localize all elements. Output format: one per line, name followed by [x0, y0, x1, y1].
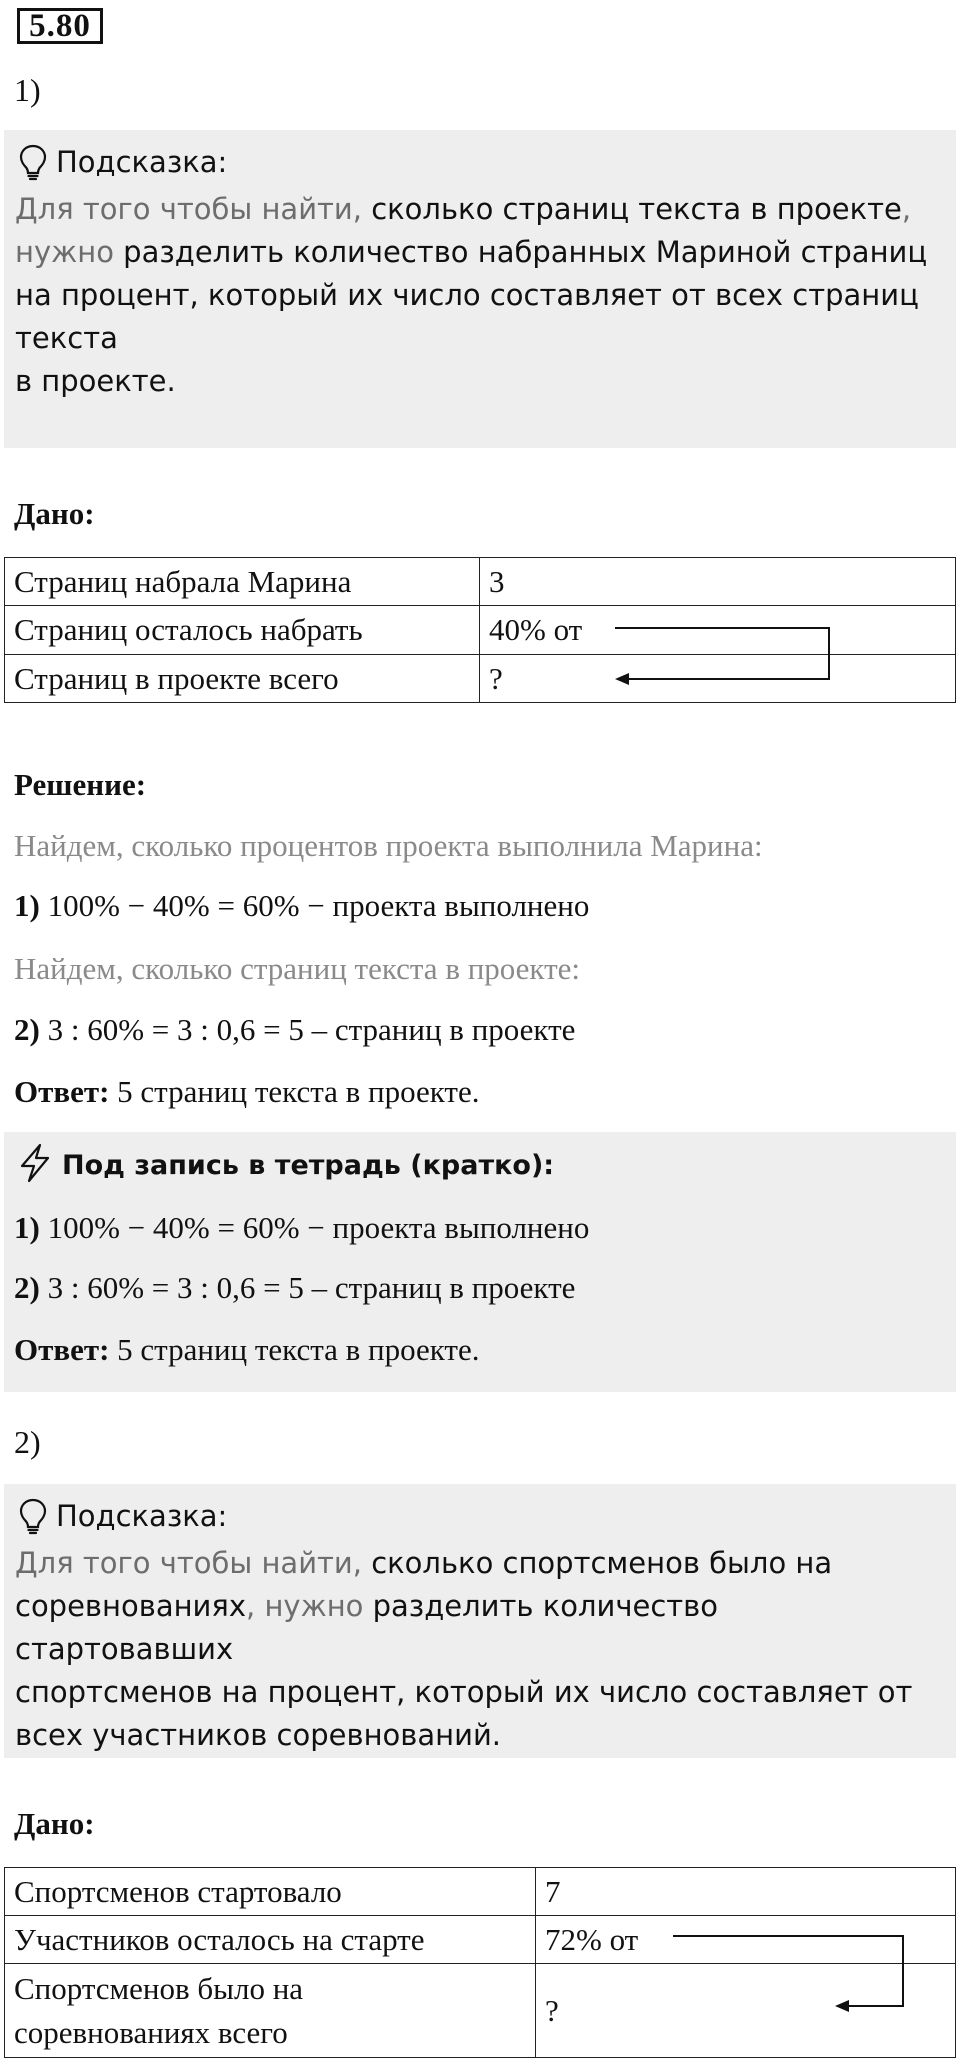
- lightning-icon: [18, 1143, 52, 1188]
- reference-arrow-icon: [665, 1928, 910, 2013]
- given-value: 72% от: [536, 1916, 956, 1964]
- solution-answer: Ответ: 5 страниц текста в проекте.: [14, 1074, 480, 1109]
- given-value: 3: [480, 558, 956, 606]
- solution-heading: Решение:: [14, 767, 147, 802]
- hint-header: [18, 142, 227, 182]
- given-value: 7: [536, 1868, 956, 1916]
- given-label: Участников осталось на старте: [5, 1916, 536, 1964]
- hint-box-part-2: [4, 1484, 956, 1758]
- task-number: 5.80: [17, 8, 103, 44]
- given-value: ?: [480, 655, 956, 703]
- hint-title: Подсказка:: [56, 1499, 228, 1533]
- short-note-box: [4, 1132, 956, 1392]
- short-step-2: 2) 3 : 60% = 3 : 0,6 = 5 – страниц в проекте: [14, 1270, 576, 1305]
- part-2-label: 2): [14, 1424, 41, 1460]
- hint-box-part-1: [4, 130, 956, 448]
- given-label: Спортсменов стартовало: [5, 1868, 536, 1916]
- given-label: Страниц осталось набрать: [5, 606, 480, 655]
- given-heading-part-1: Дано:: [14, 496, 95, 531]
- given-label: Спортсменов было на соревнованиях всего: [5, 1964, 536, 2058]
- short-note-header: [18, 1144, 554, 1186]
- given-label: Страниц в проекте всего: [5, 655, 480, 703]
- short-answer: Ответ: 5 страниц текста в проекте.: [14, 1332, 480, 1367]
- lightbulb-icon: [18, 1497, 48, 1535]
- hint-title: Подсказка:: [56, 145, 228, 179]
- hint-text: Для того чтобы найти, сколько спортсменов было на соревнованиях, нужно разделить количество стартовавших спортсменов на процент, который их число составляет от всех участников соревнований.: [15, 1546, 913, 1752]
- solution-step-2: 2) 3 : 60% = 3 : 0,6 = 5 – страниц в проекте: [14, 1012, 576, 1047]
- hint-header: [18, 1496, 227, 1536]
- hint-text: Для того чтобы найти, сколько страниц текста в проекте, нужно разделить количество набранных Мариной страниц на процент, который их число составляет от всех страниц текста в проекте.: [15, 192, 928, 398]
- part-1-label: 1): [14, 72, 41, 108]
- table-row: [5, 558, 956, 606]
- lightbulb-icon: [18, 143, 48, 181]
- solution-note-1: Найдем, сколько процентов проекта выполнила Марина:: [14, 828, 763, 863]
- given-value: ?: [536, 1964, 956, 2058]
- given-heading-part-2: Дано:: [14, 1806, 95, 1841]
- given-value: 40% от: [480, 606, 956, 655]
- short-note-title: Под запись в тетрадь (кратко):: [62, 1149, 555, 1181]
- table-row: [5, 1868, 956, 1916]
- reference-arrow-icon: [610, 620, 840, 685]
- given-label: Страниц набрала Марина: [5, 558, 480, 606]
- solution-step-1: 1) 100% − 40% = 60% − проекта выполнено: [14, 888, 590, 923]
- solution-note-2: Найдем, сколько страниц текста в проекте:: [14, 951, 581, 986]
- short-step-1: 1) 100% − 40% = 60% − проекта выполнено: [14, 1210, 590, 1245]
